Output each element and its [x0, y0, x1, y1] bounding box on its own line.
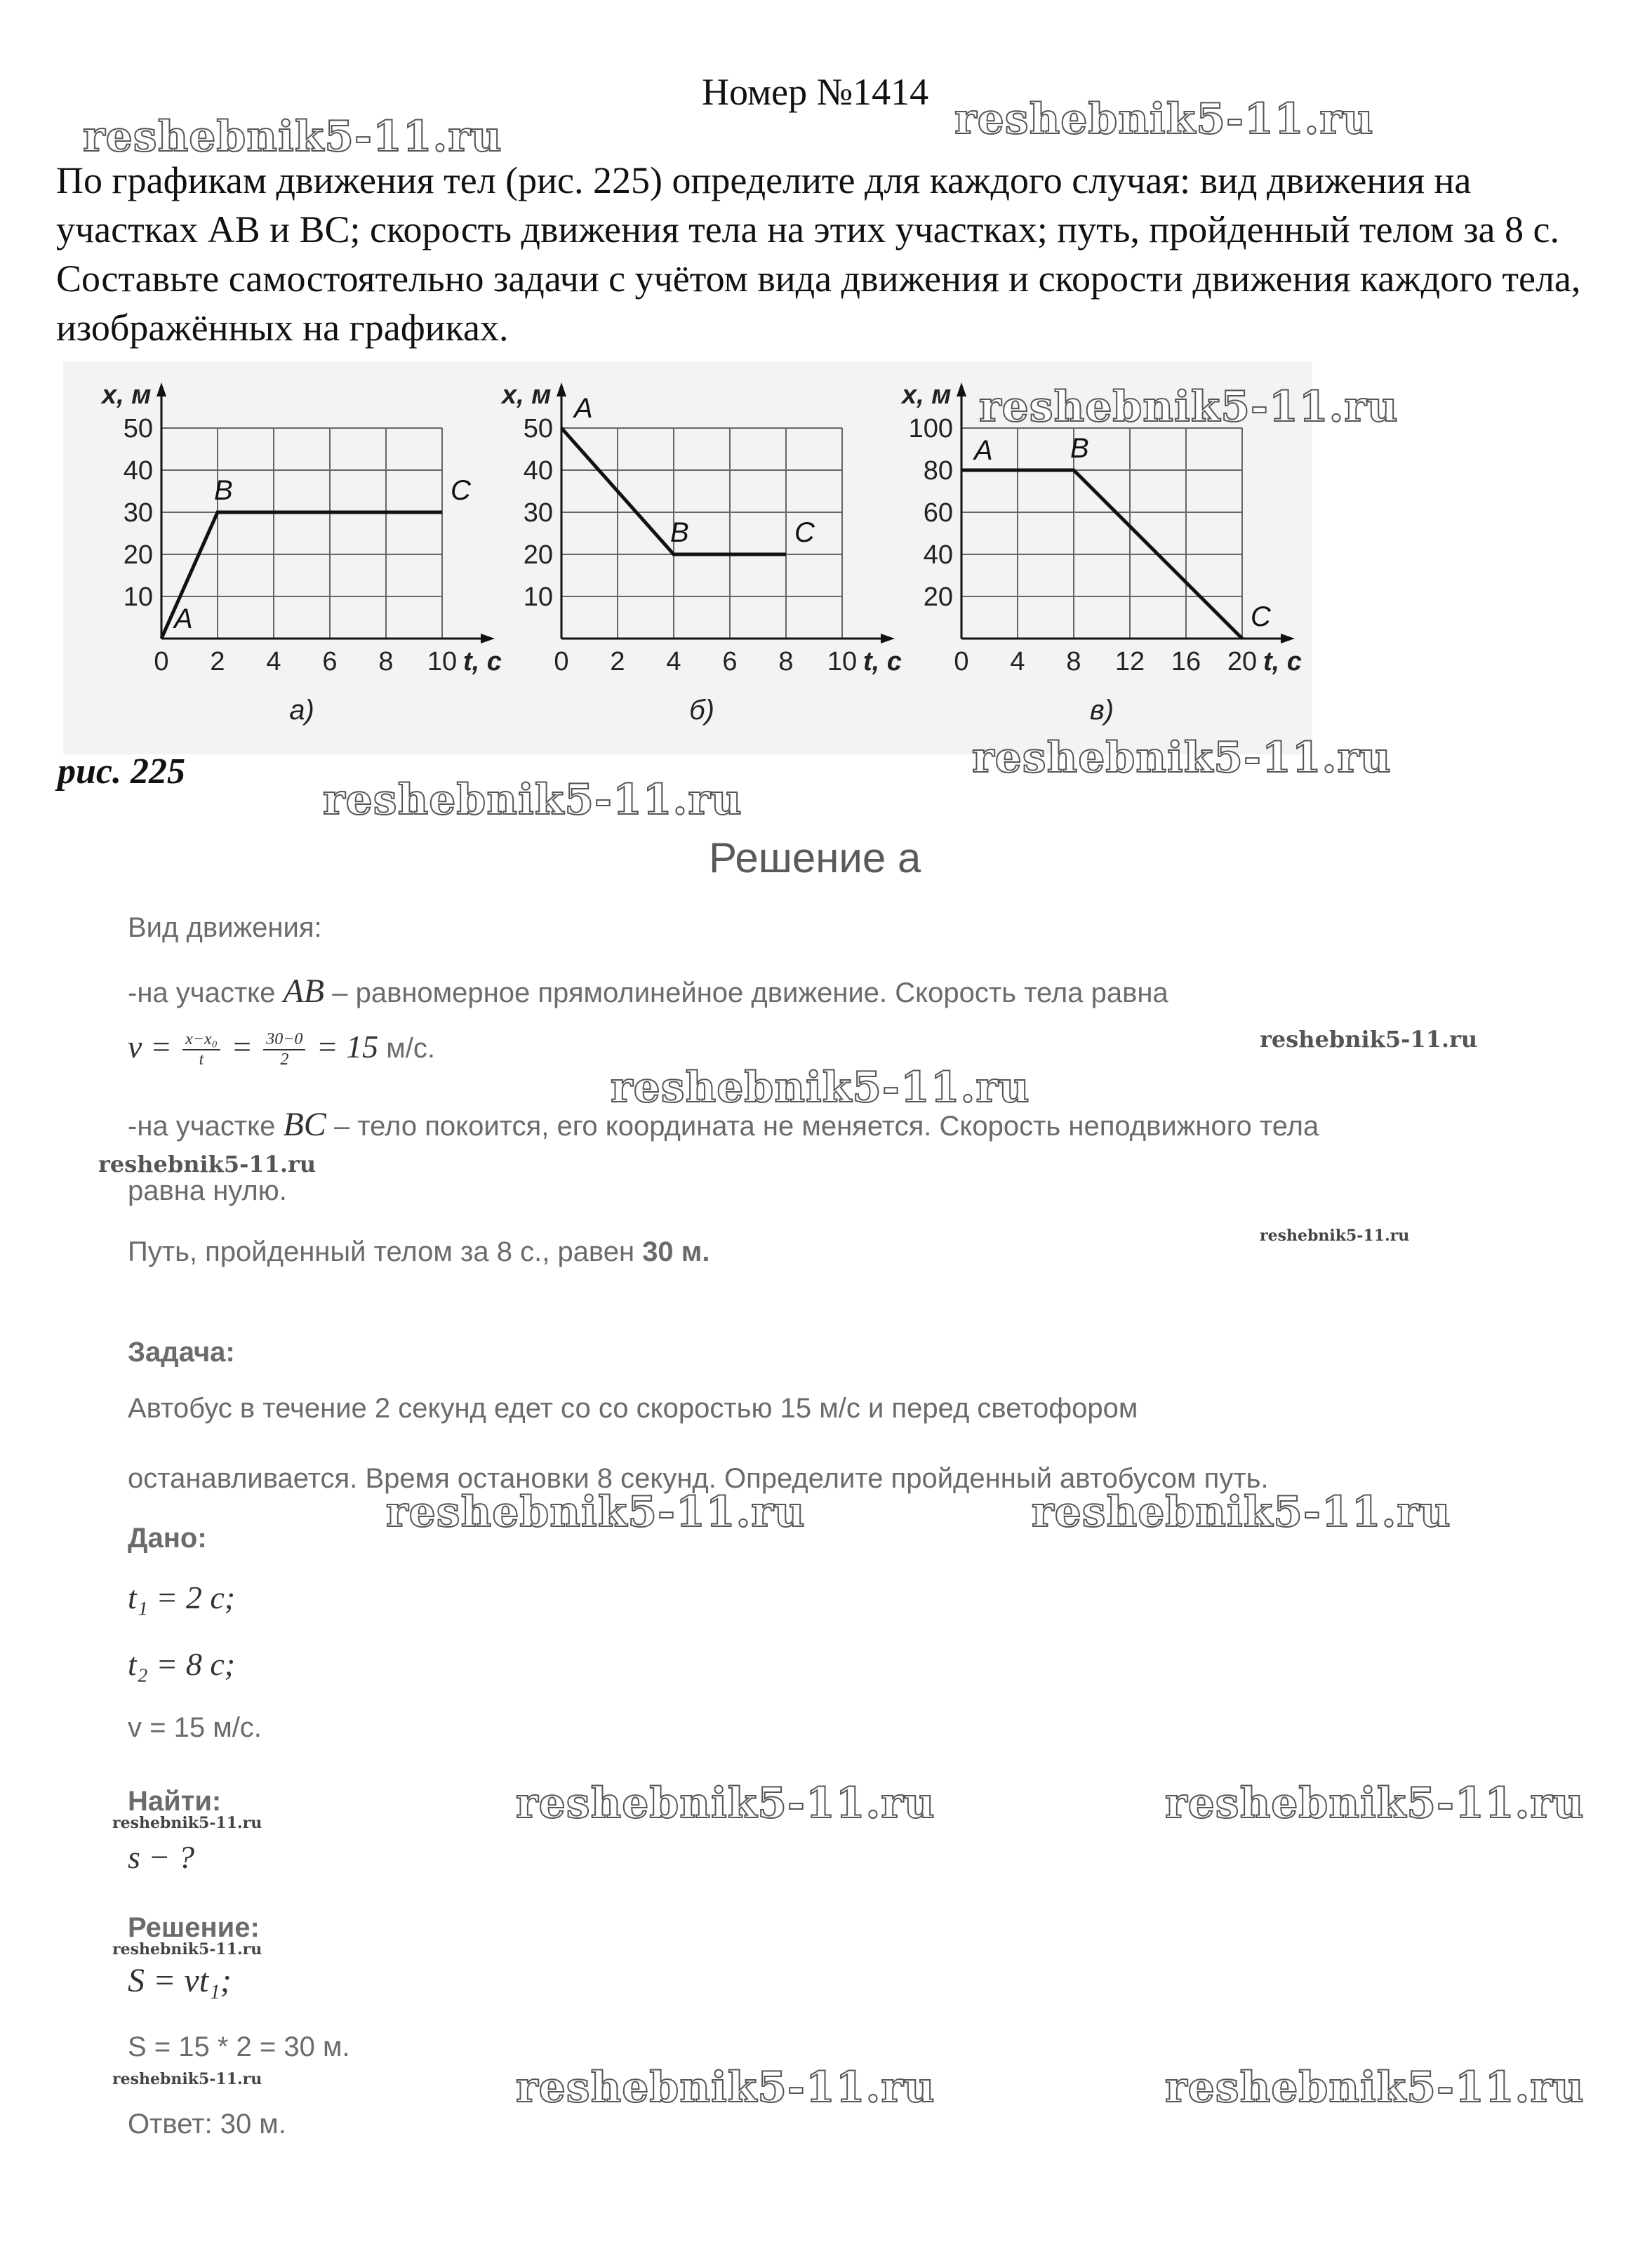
motion-line [161, 512, 442, 639]
point-label: C [794, 517, 815, 548]
x-tick-label: 4 [666, 647, 681, 676]
y-tick-label: 80 [923, 456, 953, 486]
y-tick-label: 30 [123, 498, 153, 528]
watermark: reshebnik5-11.ru [1165, 1779, 1585, 1828]
fraction-2 [263, 1030, 305, 1069]
answer: Ответ: 30 м. [128, 2109, 286, 2140]
solution-title: Решение а [709, 834, 921, 881]
path-text: Путь, пройденный телом за 8 с., равен [128, 1236, 643, 1267]
y-axis-arrow [156, 382, 166, 396]
watermark: reshebnik5-11.ru [972, 733, 1392, 782]
figure-caption: рис. 225 [58, 752, 185, 792]
watermark: reshebnik5-11.ru [112, 1814, 262, 1832]
x-axis-label: t, с [863, 647, 902, 676]
x-axis-arrow [881, 634, 895, 643]
x-axis-label: t, с [1263, 647, 1302, 676]
task-line-1: Автобус в течение 2 секунд едет со со скоростью 15 м/с и перед светофором [128, 1393, 1138, 1424]
x-axis-arrow [1281, 634, 1295, 643]
watermark: reshebnik5-11.ru [979, 382, 1399, 432]
y-tick-label: 40 [523, 456, 553, 486]
point-label: C [1251, 601, 1271, 632]
x-tick-label: 4 [266, 647, 281, 676]
formula-equals: = [231, 1029, 253, 1064]
path-line [128, 1236, 710, 1268]
formula-unit: м/с. [378, 1033, 435, 1064]
y-axis-label: x, м [902, 380, 952, 410]
x-tick-label: 6 [322, 647, 338, 676]
ab-prefix: -на участке [128, 977, 284, 1008]
y-tick-label: 50 [123, 414, 153, 443]
y-tick-label: 50 [523, 414, 553, 443]
x-tick-label: 10 [427, 647, 458, 676]
x-axis-arrow [481, 634, 495, 643]
solve-formula: S = vt₁; [128, 1962, 232, 1999]
y-tick-label: 20 [523, 540, 553, 570]
given-heading: Дано: [128, 1523, 207, 1554]
y-tick-label: 60 [923, 498, 953, 528]
velocity-formula [128, 1028, 435, 1069]
y-tick-label: 40 [923, 540, 953, 570]
point-label: C [451, 475, 471, 506]
solve-calc: S = 15 * 2 = 30 м. [128, 2031, 350, 2062]
watermark: reshebnik5-11.ru [611, 1063, 1030, 1112]
solve-heading: Решение: [128, 1912, 260, 1943]
bc-text: – тело покоится, его координата не меняется. Скорость неподвижного тела [326, 1111, 1319, 1142]
fraction-1-numerator: x−x₀ [182, 1030, 220, 1050]
watermark: reshebnik5-11.ru [1165, 2063, 1585, 2112]
watermark: reshebnik5-11.ru [516, 1779, 935, 1828]
bc-segment: BC [283, 1106, 326, 1143]
point-label: A [574, 393, 593, 424]
y-axis-label: x, м [502, 380, 552, 410]
x-tick-label: 6 [722, 647, 738, 676]
formula-result: = 15 [316, 1029, 379, 1064]
y-tick-label: 20 [123, 540, 153, 570]
fraction-2-denominator: 2 [280, 1050, 289, 1069]
y-tick-label: 100 [908, 414, 953, 443]
bc-prefix: -на участке [128, 1111, 284, 1142]
x-tick-label: 16 [1171, 647, 1201, 676]
task-heading: Задача: [128, 1337, 235, 1368]
panel-label: в) [1089, 695, 1114, 726]
given-v: v = 15 м/с. [128, 1712, 262, 1743]
point-label: B [214, 475, 233, 506]
watermark: reshebnik5-11.ru [112, 2070, 262, 2088]
task-line-2: останавливается. Время остановки 8 секунд. Определите пройденный автобусом путь. [128, 1463, 1269, 1494]
ab-line [128, 972, 1168, 1010]
x-axis-label: t, с [463, 647, 502, 676]
watermark: reshebnik5-11.ru [516, 2063, 935, 2112]
watermark: reshebnik5-11.ru [1260, 1227, 1410, 1245]
point-label: B [670, 517, 689, 548]
fraction-2-numerator: 30−0 [263, 1030, 305, 1050]
panel-label: а) [289, 695, 314, 726]
y-axis-arrow [957, 382, 966, 396]
given-t1: t₁ = 2 c; [128, 1580, 236, 1615]
x-tick-label: 0 [954, 647, 969, 676]
x-tick-label: 0 [154, 647, 169, 676]
watermark: reshebnik5-11.ru [112, 1940, 262, 1958]
y-axis-arrow [557, 382, 566, 396]
x-tick-label: 10 [827, 647, 858, 676]
panel-label: б) [689, 695, 714, 726]
x-tick-label: 8 [778, 647, 794, 676]
path-value: 30 м. [642, 1236, 710, 1267]
motion-heading: Вид движения: [128, 912, 322, 943]
given-t2: t₂ = 8 c; [128, 1646, 236, 1682]
point-label: A [174, 603, 193, 634]
watermark: reshebnik5-11.ru [1032, 1488, 1451, 1537]
bc-line-2: равна нулю. [128, 1175, 287, 1206]
fraction-1 [182, 1030, 220, 1069]
x-tick-label: 20 [1227, 647, 1258, 676]
x-tick-label: 8 [378, 647, 394, 676]
page-title: Номер №1414 [702, 71, 929, 113]
x-tick-label: 0 [554, 647, 569, 676]
x-tick-label: 2 [610, 647, 625, 676]
find-heading: Найти: [128, 1786, 222, 1817]
x-tick-label: 2 [210, 647, 225, 676]
point-label: B [1070, 433, 1089, 464]
y-tick-label: 30 [523, 498, 553, 528]
y-axis-label: x, м [102, 380, 152, 410]
x-tick-label: 12 [1114, 647, 1145, 676]
y-tick-label: 40 [123, 456, 153, 486]
y-tick-label: 20 [923, 582, 953, 612]
watermark: reshebnik5-11.ru [98, 1151, 317, 1177]
ab-segment: AB [283, 973, 325, 1010]
problem-statement: По графикам движения тел (рис. 225) определите для каждого случая: вид движения на участках АВ и ВС; скорость движения тела на этих участках; путь, пройденный телом за 8 с. Составьте самостоятельно задачи с учётом вида движения и скорости движения каждого тела, изображённых на графиках. [56, 159, 1581, 349]
watermark: reshebnik5-11.ru [386, 1488, 806, 1537]
ab-text: – равномерное прямолинейное движение. Скорость тела равна [324, 977, 1168, 1008]
watermark: reshebnik5-11.ru [83, 112, 502, 161]
x-tick-label: 8 [1066, 647, 1081, 676]
find-s: s − ? [128, 1839, 194, 1875]
y-tick-label: 10 [123, 582, 153, 612]
watermark: reshebnik5-11.ru [1260, 1026, 1478, 1053]
watermark: reshebnik5-11.ru [954, 95, 1374, 144]
point-label: A [974, 435, 993, 466]
x-tick-label: 4 [1010, 647, 1025, 676]
formula-v: v = [128, 1029, 172, 1064]
watermark: reshebnik5-11.ru [323, 775, 742, 825]
y-tick-label: 10 [523, 582, 553, 612]
fraction-1-denominator: t [199, 1050, 204, 1069]
